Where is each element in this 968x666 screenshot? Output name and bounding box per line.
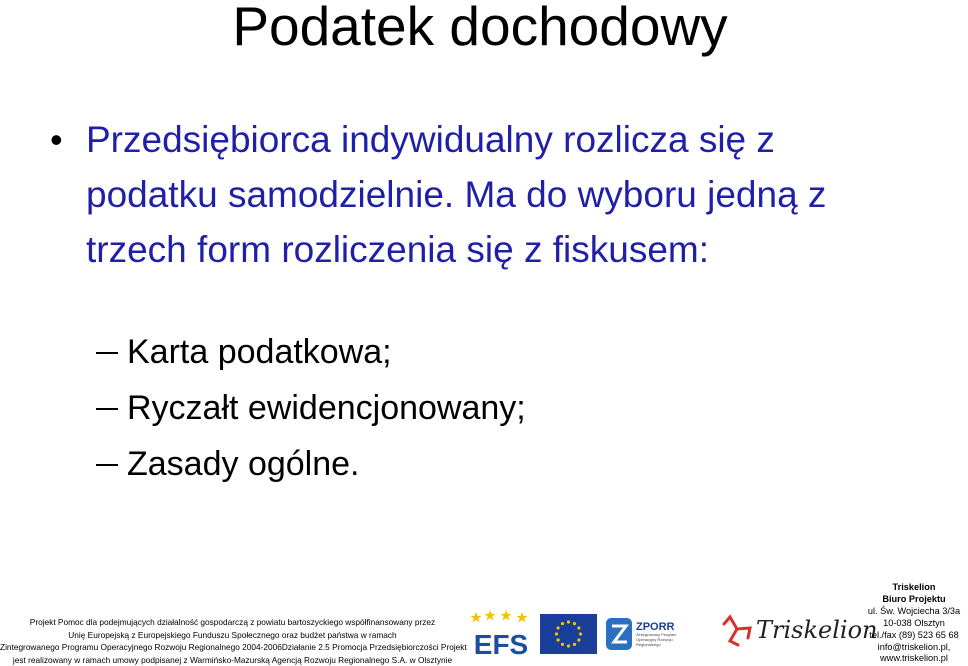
slide-title: Podatek dochodowy — [0, 0, 960, 58]
sub-list-item-text: Zasady ogólne. — [127, 437, 360, 492]
dash-icon — [96, 464, 118, 466]
efs-logo-text: EFS — [474, 629, 528, 660]
efs-logo — [468, 610, 534, 658]
eu-flag-icon — [540, 614, 597, 654]
zporr-logo-subtitle: Zintegrowany Program Operacyjny Rozwoju Regionalnego — [636, 633, 682, 647]
dash-icon — [96, 352, 118, 354]
zporr-logo — [606, 616, 682, 654]
footer — [0, 580, 960, 658]
contact-office: Biuro Projektu — [860, 594, 968, 606]
zporr-logo-text: ZPORR — [636, 621, 675, 633]
funding-line: Unię Europejską z Europejskiego Funduszu Społecznego oraz budżet państwa w ramach — [0, 629, 465, 642]
triskelion-logo — [720, 608, 852, 650]
sub-list-item-text: Karta podatkowa; — [127, 325, 392, 380]
funding-line: Projekt Pomoc dla podejmujących działalność gospodarczą z powiatu bartoszyckiego współfinansowany przez — [0, 616, 465, 629]
sub-list-item-text: Ryczałt ewidencjonowany; — [127, 381, 526, 436]
funding-line: Zintegrowanego Programu Operacyjnego Rozwoju Regionalnego 2004-2006Działanie 2.5 Promocja Przedsiębiorczości Projekt — [0, 641, 465, 654]
dash-icon — [96, 408, 118, 410]
funding-line: jest realizowany w ramach umowy podpisanej z Warmińsko-Mazurską Agencją Rozwoju Regionalnego S.A. w Olsztynie — [0, 654, 465, 666]
contact-name: Triskelion — [860, 582, 968, 594]
contact-phone: tel./fax (89) 523 65 68 — [860, 630, 968, 642]
contact-street: ul. Św. Wojciecha 3/3a — [860, 606, 968, 618]
bullet-dot-icon: • — [50, 112, 63, 167]
contact-email-link[interactable]: info@triskelion.pl, — [860, 642, 968, 654]
contact-city: 10-038 Olsztyn — [860, 618, 968, 630]
funding-note — [0, 616, 465, 666]
contact-block — [860, 582, 968, 665]
bullet-text: Przedsiębiorca indywidualny rozlicza się z podatku samodzielnie. Ma do wyboru jedną z trzech form rozliczenia się z fiskusem: — [86, 112, 916, 277]
contact-web-link[interactable]: www.triskelion.pl — [860, 653, 968, 665]
triskelion-logo-text: Triskelion — [756, 616, 877, 644]
